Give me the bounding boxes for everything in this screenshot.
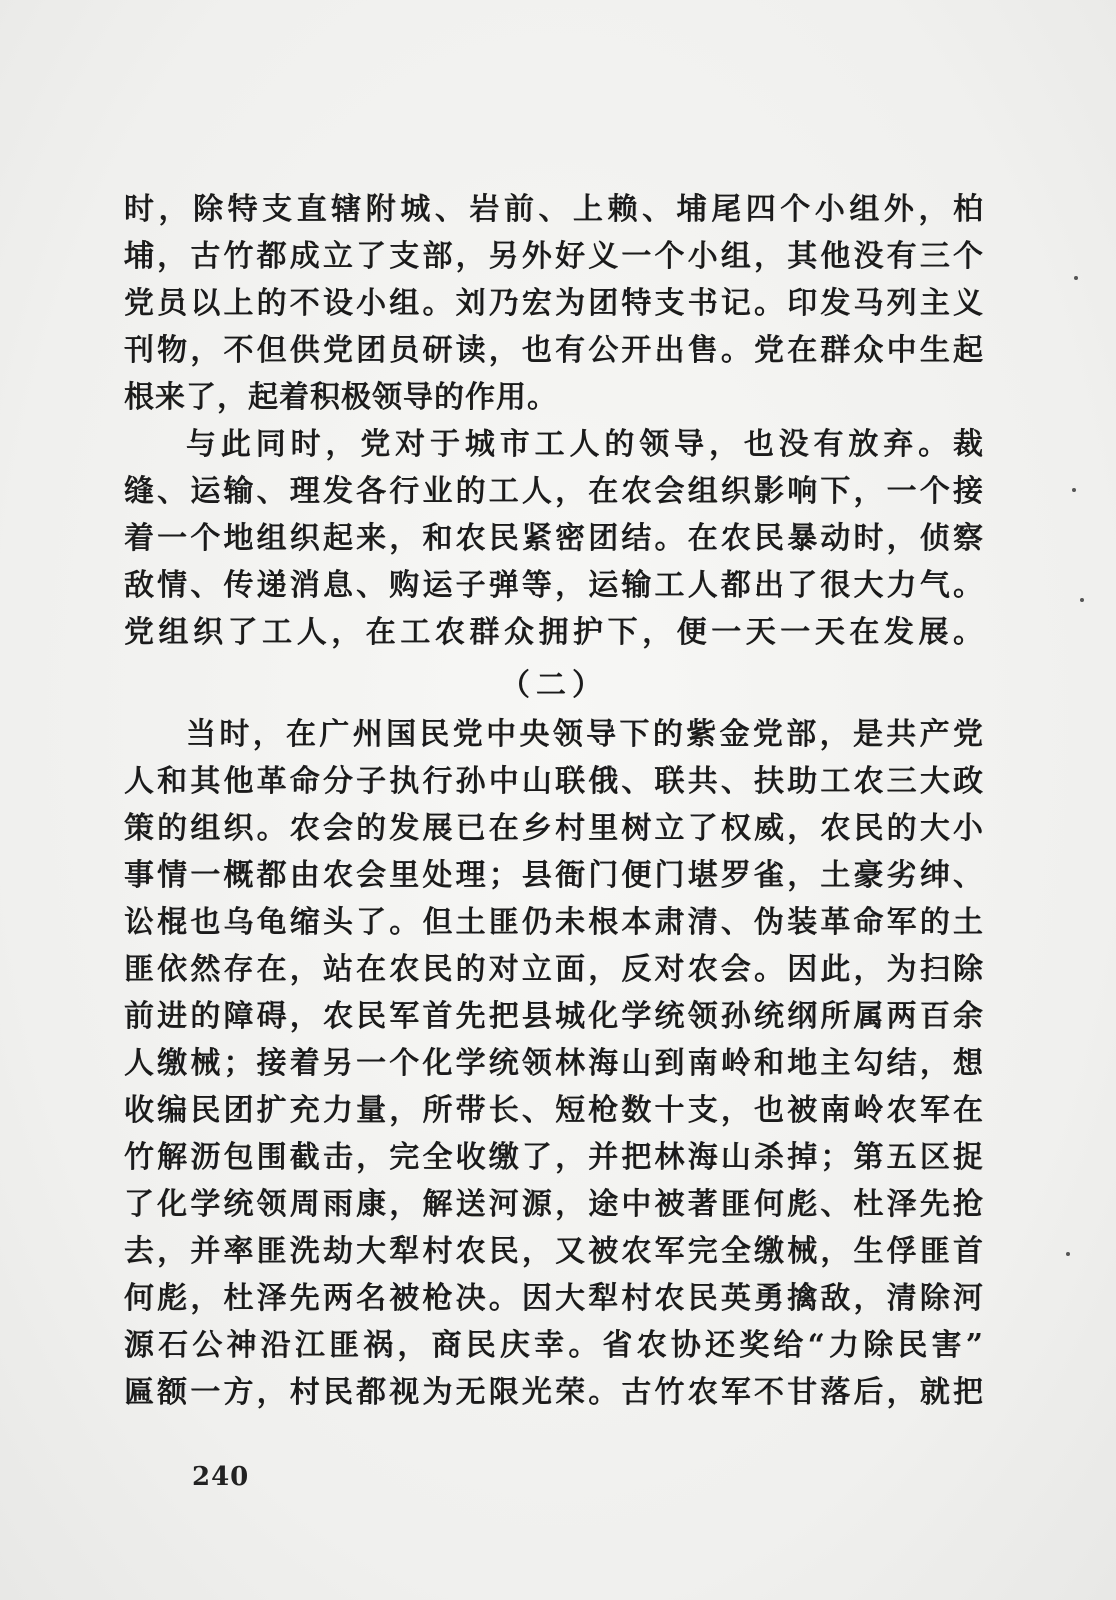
text-line: 前进的障碍，农民军首先把县城化学统领孙统纲所属两百余 <box>124 999 984 1034</box>
scan-speck <box>1066 1252 1070 1256</box>
text-line: 时，除特支直辖附城、岩前、上赖、埔尾四个小组外，柏 <box>124 192 984 227</box>
scan-speck <box>1080 598 1084 602</box>
text-line: 当时，在广州国民党中央领导下的紫金党部，是共产党 <box>186 717 984 752</box>
text-line: 竹解沥包围截击，完全收缴了，并把林海山杀掉；第五区捉 <box>124 1140 984 1175</box>
paragraph-1 <box>124 186 984 421</box>
section-heading: （二） <box>500 668 608 703</box>
text-line: 事情一概都由农会里处理；县衙门便门堪罗雀，土豪劣绅、 <box>124 858 984 893</box>
text-line: 与此同时，党对于城市工人的领导，也没有放弃。裁 <box>186 427 984 462</box>
text-line: 缝、运输、理发各行业的工人，在农会组织影响下，一个接 <box>124 474 984 509</box>
page-body <box>124 186 984 1416</box>
text-line: 了化学统领周雨康，解送河源，途中被著匪何彪、杜泽先抢 <box>124 1187 984 1222</box>
text-line: 何彪，杜泽先两名被枪决。因大犁村农民英勇擒敌，清除河 <box>124 1281 984 1316</box>
text-line: 策的组织。农会的发展已在乡村里树立了权威，农民的大小 <box>124 811 984 846</box>
scan-speck <box>1074 276 1078 280</box>
text-line: 刊物，不但供党团员研读，也有公开出售。党在群众中生起 <box>124 333 984 368</box>
text-line: 党员以上的不设小组。刘乃宏为团特支书记。印发马列主义 <box>124 286 984 321</box>
paragraph-2 <box>124 421 984 656</box>
text-line: 人和其他革命分子执行孙中山联俄、联共、扶助工农三大政 <box>124 764 984 799</box>
text-line: 匾额一方，村民都视为无限光荣。古竹农军不甘落后，就把 <box>124 1375 984 1410</box>
text-line: 讼棍也乌龟缩头了。但土匪仍未根本肃清、伪装革命军的土 <box>124 905 984 940</box>
text-line: 党组织了工人，在工农群众拥护下，便一天一天在发展。 <box>124 615 984 650</box>
paragraph-3 <box>124 711 984 1416</box>
text-line: 去，并率匪洗劫大犁村农民，又被农军完全缴械，生俘匪首 <box>124 1234 984 1269</box>
text-line: 源石公神沿江匪祸，商民庆幸。省农协还奖给“力除民害” <box>124 1328 984 1363</box>
text-line: 匪依然存在，站在农民的对立面，反对农会。因此，为扫除 <box>124 952 984 987</box>
scan-speck <box>1072 488 1076 492</box>
text-line: 根来了，起着积极领导的作用。 <box>124 380 558 415</box>
text-line: 埔，古竹都成立了支部，另外好义一个小组，其他没有三个 <box>124 239 984 274</box>
text-line: 收编民团扩充力量，所带长、短枪数十支，也被南岭农军在 <box>124 1093 984 1128</box>
text-line: 人缴械；接着另一个化学统领林海山到南岭和地主勾结，想 <box>124 1046 984 1081</box>
text-line: 着一个地组织起来，和农民紧密团结。在农民暴动时，侦察 <box>124 521 984 556</box>
text-line: 敌情、传递消息、购运子弹等，运输工人都出了很大力气。 <box>124 568 984 603</box>
page-number: 240 <box>192 1462 250 1492</box>
